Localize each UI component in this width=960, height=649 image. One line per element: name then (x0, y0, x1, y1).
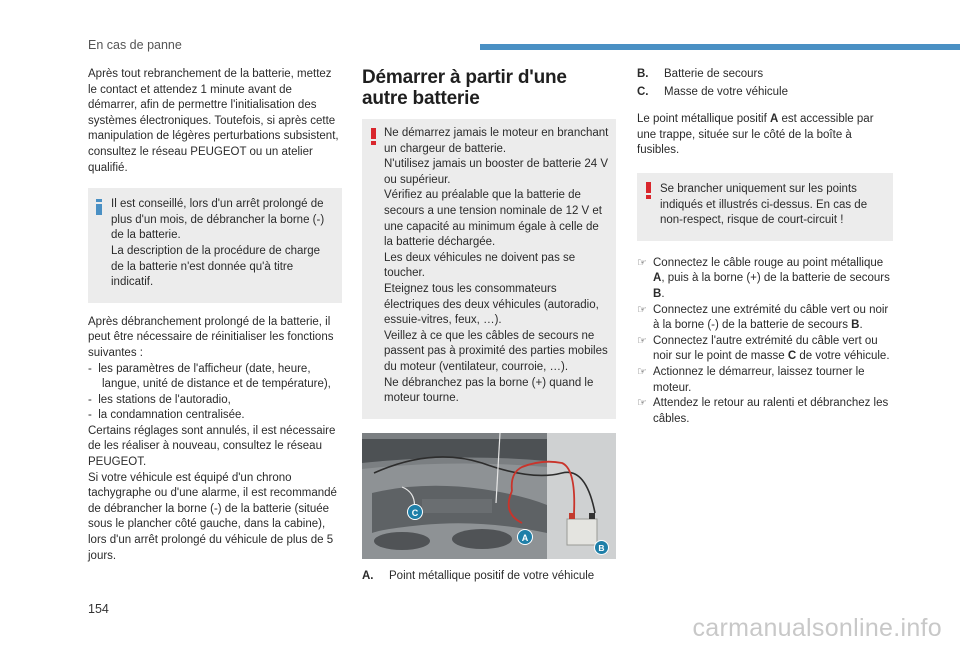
function-item: - la condamnation centralisée. (88, 409, 245, 422)
pointer-arrow-icon: ☞ (637, 334, 647, 347)
warning-box (362, 119, 616, 419)
step-item: ☞ Attendez le retour au ralenti et débranchez les câbles. (637, 397, 889, 425)
warning-line: Ne débranchez pas la borne (+) quand le moteur tourne. (384, 376, 594, 405)
page-number: 154 (88, 602, 109, 616)
warning-line: Ne démarrez jamais le moteur en branchant un chargeur de batterie. (384, 127, 609, 155)
reset-intro: Après débranchement prolongé de la batterie, il peut être nécessaire de réinitialiser les fonctions suivantes : (88, 315, 334, 359)
reset-text: Certains réglages sont annulés, il est nécessaire de les réaliser à nouveau, consultez le réseau PEUGEOT. (88, 424, 336, 469)
header-accent-bar (480, 44, 960, 50)
info-box (88, 188, 342, 303)
legend-text: Batterie de secours (664, 68, 764, 80)
function-item: - les stations de l'autoradio, (88, 393, 231, 406)
label-a-marker: A (517, 529, 533, 545)
warning-box-right (637, 173, 893, 241)
chrono-text: Si votre véhicule est équipé d'un chrono tachygraphe ou d'une alarme, il est recommandé de débrancher la borne (-) de la batterie (située sous le plancher côté gauche, dans la cabine), lors d'un arrêt prolongé du véhicule de plus de 5 jours. (88, 471, 337, 562)
legend-text: Masse de votre véhicule (664, 85, 789, 98)
step-item: ☞ Connectez une extrémité du câble vert ou noir à la borne (-) de la batterie de secours B. (637, 303, 889, 332)
step-item: ☞ Actionnez le démarreur, laissez tourner le moteur. (637, 365, 865, 394)
section-title (362, 67, 616, 109)
section-header: En cas de panne (88, 38, 182, 52)
jump-start-photo (362, 433, 616, 559)
warning-line: Vérifiez au préalable que la batterie de secours a une tension nominale de 12 V et une capacité au minimum égale à celle de la batterie déchargée. (384, 189, 603, 249)
warning-line: Veillez à ce que les câbles de secours ne passent pas à proximité des parties mobiles du moteur (ventilateur, courroie, …). (384, 329, 608, 373)
label-c-marker: C (407, 504, 423, 520)
watermark: carmanualsonline.info (692, 614, 942, 642)
column-middle (362, 67, 616, 584)
warning-line: N'utilisez jamais un booster de batterie 24 V ou supérieur. (384, 158, 609, 186)
legend-c (637, 85, 893, 101)
warning-line: Les deux véhicules ne doivent pas se toucher. (384, 251, 576, 280)
warning-icon (646, 182, 651, 199)
pointer-arrow-icon: ☞ (637, 303, 647, 316)
column-left (88, 67, 342, 564)
section-title-line: autre batterie (362, 88, 480, 109)
step-item: ☞ Connectez l'autre extrémité du câble vert ou noir sur le point de masse C de votre véhicule. (637, 334, 890, 363)
legend-key: C. (637, 85, 649, 98)
legend-a (362, 569, 616, 585)
legend-key: A. (362, 569, 374, 582)
pointer-arrow-icon: ☞ (637, 397, 647, 410)
column-right (637, 67, 893, 427)
section-title-line: Démarrer à partir d'une (362, 67, 567, 88)
engine-bay-illustration (362, 433, 616, 559)
info-icon (96, 199, 102, 215)
legend-b (637, 67, 893, 83)
pointer-arrow-icon: ☞ (637, 365, 647, 378)
access-text: Le point métallique positif A est accessible par une trappe, située sur le côté de la boîte à fusibles. (637, 113, 874, 157)
label-b-marker: B (594, 540, 609, 555)
info-text: Il est conseillé, lors d'un arrêt prolongé de plus d'un mois, de débrancher la borne (-) de la batterie. (111, 198, 325, 242)
warning-line: Eteignez tous les consommateurs électriques des deux véhicules (autoradio, essuie-vitres, feux, …). (384, 282, 599, 327)
intro-paragraph: Après tout rebranchement de la batterie, mettez le contact et attendez 1 minute avant de démarrer, afin de permettre l'initialisation des systèmes électroniques. Toutefois, si après cette manipulation de légères perturbations subsistent, consultez le réseau PEUGEOT ou un atelier qualifié. (88, 68, 339, 174)
warning-text: Se brancher uniquement sur les points indiqués et illustrés ci-dessus. En cas de non-respect, risque de court-circuit ! (660, 182, 868, 227)
steps-list (637, 256, 893, 428)
legend-text: Point métallique positif de votre véhicule (389, 569, 595, 582)
legend-key: B. (637, 68, 649, 80)
warning-icon (371, 128, 376, 145)
pointer-arrow-icon: ☞ (637, 256, 647, 269)
step-item: ☞ Connectez le câble rouge au point métallique A, puis à la borne (+) de la batterie de secours B. (637, 256, 890, 300)
info-text-2: La description de la procédure de charge de la batterie n'est donnée qu'à titre indicatif. (111, 244, 321, 289)
function-item: - les paramètres de l'afficheur (date, heure, langue, unité de distance et de température), (88, 362, 331, 391)
